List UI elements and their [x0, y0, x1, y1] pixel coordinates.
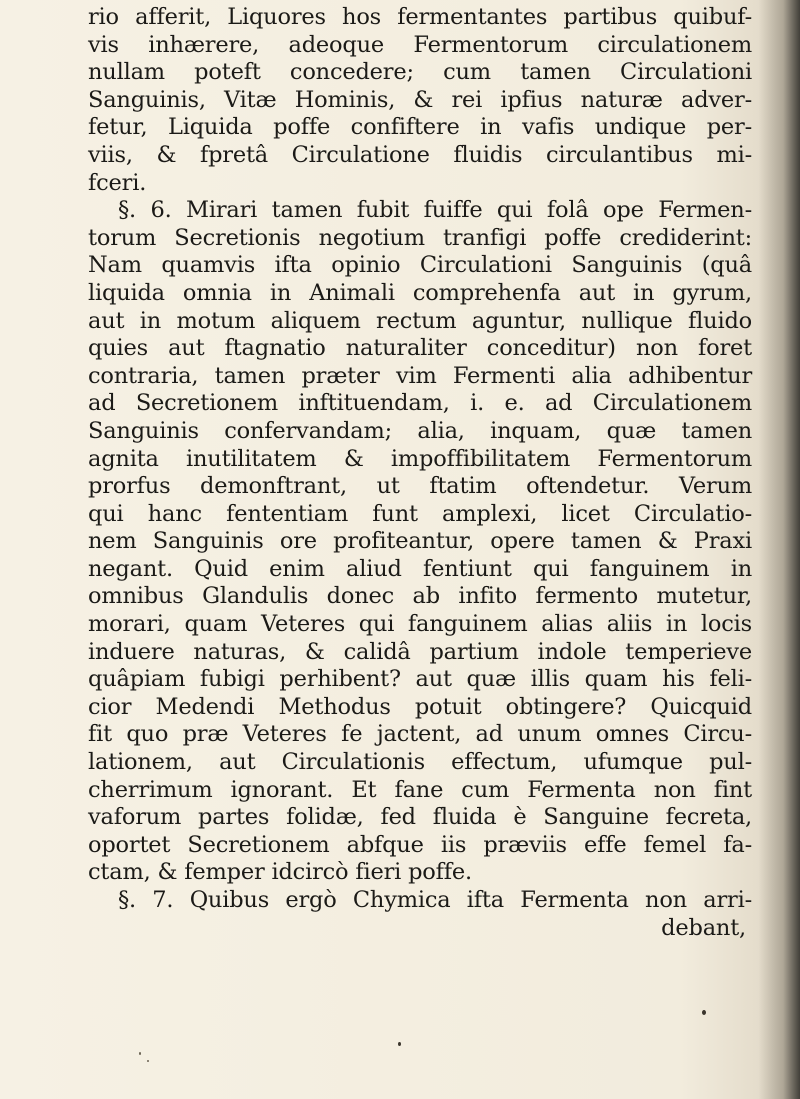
text-line: cherrimum ignorant. Et fane cum Fermenta non fint — [88, 776, 752, 803]
text-line: fit quo præ Veteres fe jactent, ad unum omnes Circu- — [88, 721, 752, 748]
text-line: oportet Secretionem abfque iis præviis effe femel fa- — [88, 831, 752, 858]
text-line: liquida omnia in Animali comprehenfa aut in gyrum, — [88, 279, 752, 306]
text-line: agnita inutilitatem & impoffibilitatem Fermentorum — [88, 445, 752, 472]
text-line: induere naturas, & calidâ partium indole temperieve — [88, 638, 752, 665]
text-line: contraria, tamen præter vim Fermenti alia adhibentur — [88, 362, 752, 389]
text-line: morari, quam Veteres qui fanguinem alias aliis in locis — [88, 611, 752, 638]
ink-speck — [147, 1060, 149, 1062]
text-line: torum Secretionis negotium tranfigi poffe crediderint: — [88, 224, 752, 251]
ink-speck — [139, 1052, 141, 1055]
text-line: Nam quamvis ifta opinio Circulationi Sanguinis (quâ — [88, 252, 752, 279]
text-line: quies aut ftagnatio naturaliter conceditur) non foret — [88, 335, 752, 362]
text-line: qui hanc fententiam funt amplexi, licet Circulatio- — [88, 500, 752, 527]
text-line: viis, & fpretâ Circulatione fluidis circulantibus mi- — [88, 141, 752, 168]
text-block — [88, 4, 752, 942]
text-line: rio afferit, Liquores hos fermentantes partibus quibuf- — [88, 4, 752, 30]
section-heading-line: §. 7. Quibus ergò Chymica ifta Fermenta non arri- — [118, 887, 752, 913]
text-line: Sanguinis, Vitæ Hominis, & rei ipfius naturæ adver- — [88, 86, 752, 113]
text-line: nullam poteft concedere; cum tamen Circulationi — [88, 59, 752, 86]
page-edge-shadow — [758, 0, 800, 1099]
text-line: Sanguinis confervandam; alia, inquam, quæ tamen — [88, 417, 752, 444]
text-line: cior Medendi Methodus potuit obtingere? Quicquid — [88, 693, 752, 720]
section-heading-line: §. 6. Mirari tamen fubit fuiffe qui folâ ope Fermen- — [118, 197, 752, 224]
text-line: fetur, Liquida poffe confiftere in vafis undique per- — [88, 114, 752, 141]
text-line: ad Secretionem inftituendam, i. e. ad Circulationem — [88, 390, 752, 417]
text-line: negant. Quid enim aliud fentiunt qui fanguinem in — [88, 555, 752, 582]
text-line: nem Sanguinis ore profiteantur, opere tamen & Praxi — [88, 528, 752, 555]
text-line: ctam, & femper idcircò fieri poffe. — [88, 859, 472, 886]
text-line: vaforum partes folidæ, fed fluida è Sanguine fecreta, — [88, 804, 752, 831]
text-line: prorfus demonftrant, ut ftatim oftendetur. Verum — [88, 473, 752, 500]
text-line: aut in motum aliquem rectum aguntur, nullique fluido — [88, 307, 752, 334]
text-line: fceri. — [88, 169, 147, 196]
ink-speck — [702, 1010, 706, 1015]
text-line: quâpiam fubigi perhibent? aut quæ illis quam his feli- — [88, 666, 752, 693]
catchword-line: debant, — [661, 914, 746, 941]
text-line: lationem, aut Circulationis effectum, ufumque pul- — [88, 749, 752, 776]
text-line: vis inhærere, adeoque Fermentorum circulationem — [88, 31, 752, 58]
text-line: omnibus Glandulis donec ab infito fermento mutetur, — [88, 583, 752, 610]
ink-speck — [398, 1042, 401, 1046]
